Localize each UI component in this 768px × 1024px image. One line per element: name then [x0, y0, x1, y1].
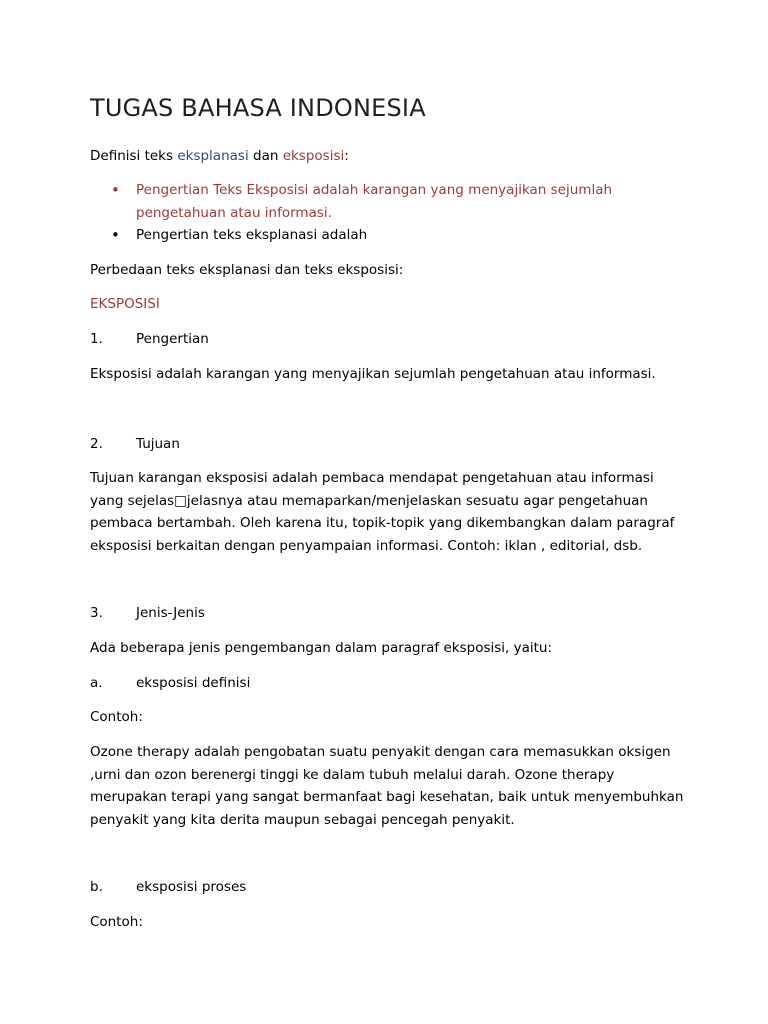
item-label-jenis: Jenis-Jenis: [136, 605, 205, 621]
section-heading-eksposisi: EKSPOSISI: [90, 296, 160, 312]
bullet-marker: •: [111, 181, 120, 199]
term-eksplanasi: eksplanasi: [177, 148, 249, 164]
jenis-intro: Ada beberapa jenis pengembangan dalam paragraf eksposisi, yaitu:: [90, 640, 553, 656]
bullet-item-eksplanasi: Pengertian teks eksplanasi adalah: [136, 227, 368, 243]
term-eksposisi: eksposisi: [282, 148, 345, 164]
contoh-label: Contoh:: [90, 709, 143, 725]
item-number: 2.: [90, 436, 103, 452]
subitem-label-definisi: eksposisi definisi: [136, 675, 251, 691]
perbedaan-line: Perbedaan teks eksplanasi dan teks eksposisi:: [90, 262, 404, 278]
definisi-prefix: Definisi teks: [90, 148, 178, 164]
tujuan-text: Tujuan karangan eksposisi adalah pembaca mendapat pengetahuan atau informasi yang sejelas□jelasnya atau memaparkan/menjelaskan sesuatu agar pengetahuan pembaca bertambah. Oleh karena itu, topik-topik yang dikembangkan dalam paragraf eksposisi berkaitan dengan penyampaian informasi. Contoh: iklan , editorial, dsb.: [90, 470, 675, 554]
bullet-marker: •: [111, 226, 120, 244]
contoh-a-text: Ozone therapy adalah pengobatan suatu penyakit dengan cara memasukkan oksigen ,urni dan ozon berenergi tinggi ke dalam tubuh melalui darah. Ozone therapy merupakan terapi yang sangat bermanfaat bagi kesehatan, baik untuk menyembuhkan penyakit yang kita derita maupun sebagai pencegah penyakit.: [90, 744, 684, 828]
definisi-mid: dan: [248, 148, 283, 164]
contoh-label: Contoh:: [90, 914, 143, 930]
definisi-line: [90, 145, 690, 168]
bullet-item-eksposisi: Pengertian Teks Eksposisi adalah karangan yang menyajikan sejumlah pengetahuan atau informasi.: [136, 182, 613, 221]
item-number: 3.: [90, 605, 103, 621]
definisi-suffix: :: [344, 148, 349, 164]
subitem-letter: b.: [90, 879, 103, 895]
item-label-tujuan: Tujuan: [136, 436, 180, 452]
subitem-label-proses: eksposisi proses: [136, 879, 247, 895]
item-number: 1.: [90, 331, 103, 347]
subitem-letter: a.: [90, 675, 103, 691]
item-label-pengertian: Pengertian: [136, 331, 209, 347]
document-title: TUGAS BAHASA INDONESIA: [90, 94, 426, 122]
pengertian-text: Eksposisi adalah karangan yang menyajikan sejumlah pengetahuan atau informasi.: [90, 366, 656, 382]
